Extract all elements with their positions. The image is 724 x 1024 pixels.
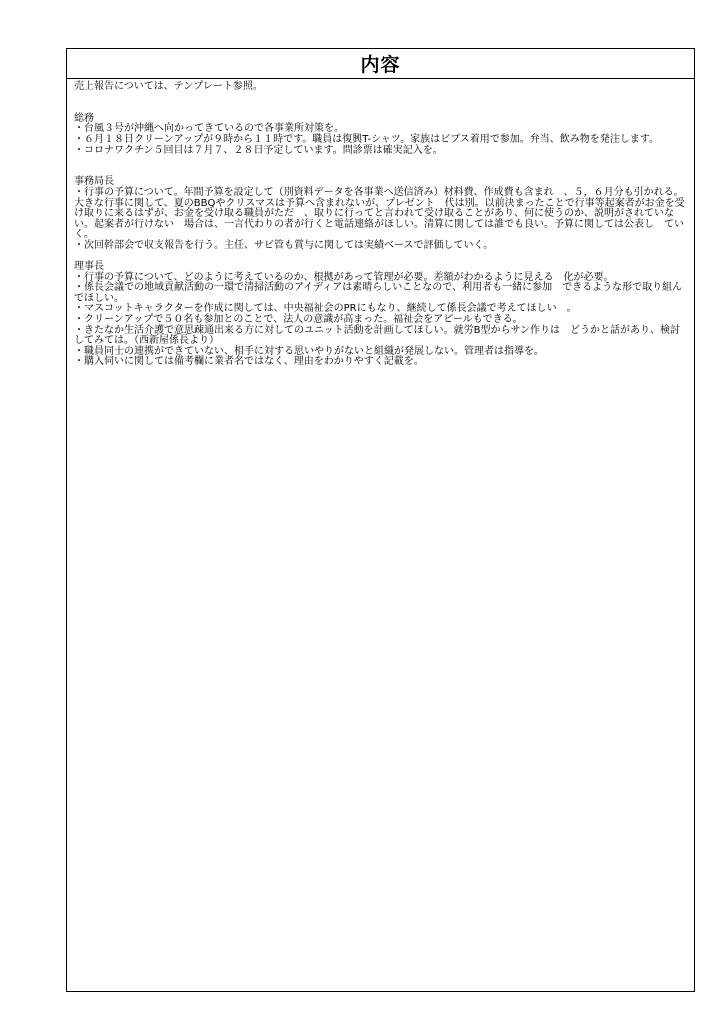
- content-sheet: [66, 48, 695, 992]
- section-heading: 事務局長: [74, 176, 114, 188]
- list-item: ・購入伺いに関しては備考欄に業者名ではなく、理由をわかりやすく記載を。: [74, 356, 424, 368]
- list-item: ・マスコットキャラクターを作成に関しては、中央福祉会のPRにもなり、継続して係長会議で考えてほしい 。: [74, 303, 577, 315]
- spacer: [74, 167, 688, 178]
- section-rijicho: [74, 262, 688, 368]
- list-item: ・６月１８日クリーンアップが９時から１１時です。職員は復興T-シャツ。家族はビブス着用で参加。弁当、飲み物を発注します。: [74, 133, 659, 145]
- list-item: ・行事の予算について、どのように考えているのか、根拠があって管理が必要。差額がわかるように見える 化が必要。: [74, 271, 614, 283]
- list-item: ・台風３号が沖縄へ向かってきているので各事業所対策を。: [74, 123, 344, 135]
- intro-text: 売上報告については、テンプレート参照。: [74, 81, 263, 92]
- section-jimukyokucho: [74, 177, 688, 251]
- spacer: [74, 103, 688, 114]
- sheet-body: [67, 79, 694, 368]
- spacer: [74, 156, 688, 167]
- spacer: [74, 93, 688, 104]
- section-heading: 総務: [74, 112, 94, 124]
- list-item: ・職員同士の連携ができていない、相手に対する思いやりがないと組織が発展しない。管理者は指導を。: [74, 345, 544, 357]
- list-item: ・係長会議での地域貢献活動の一環で清掃活動のアイディアは素晴らしいことなので、利用者も一緒に参加 できるような形で取り組んでほしい。: [74, 282, 683, 304]
- list-item: ・行事の予算について。年間予算を設定して（別資料データを各事業へ送信済み）材料費、作成費も含まれ 、５，６月分も引かれる。大きな行事に関して、夏のBBQやクリスマスは予算へ含まれないが、プレゼント 代は別。以前決まったことで行事等起案者がお金を受け取りに来るはずが、お金を受け取る職員がただ 、取りに行ってと言われて受け取ることがあり、何に使うのか、説明がされていない。起案者が行けない 場合は、一言代わりの者が行くと電話連絡がほしい。清算に関しては誰でも良い。予算に関しては公表し ていく。: [74, 186, 685, 241]
- list-item: ・クリーンアップで５０名も参加とのことで、法人の意識が高まった。福祉会をアピールもできる。: [74, 314, 523, 326]
- section-somu: [74, 114, 688, 156]
- list-item: ・コロナワクチン５回目は７月７、２８日予定しています。問診票は確実記入を。: [74, 144, 443, 156]
- page-title: 内容: [360, 54, 401, 76]
- list-item: ・次回幹部会で収支報告を行う。主任、サビ管も賞与に関しては実績ベースで評価していく。: [74, 239, 494, 251]
- spacer: [74, 252, 688, 263]
- sheet-header: [67, 49, 694, 79]
- list-item: ・きたなか生活介護で意思疎通出来る方に対してのユニット活動を計画してほしい。就労B型からサン作りは どうかと話があり、検討してみては。（西新屋係長より）: [74, 324, 680, 347]
- section-heading: 理事長: [74, 261, 104, 273]
